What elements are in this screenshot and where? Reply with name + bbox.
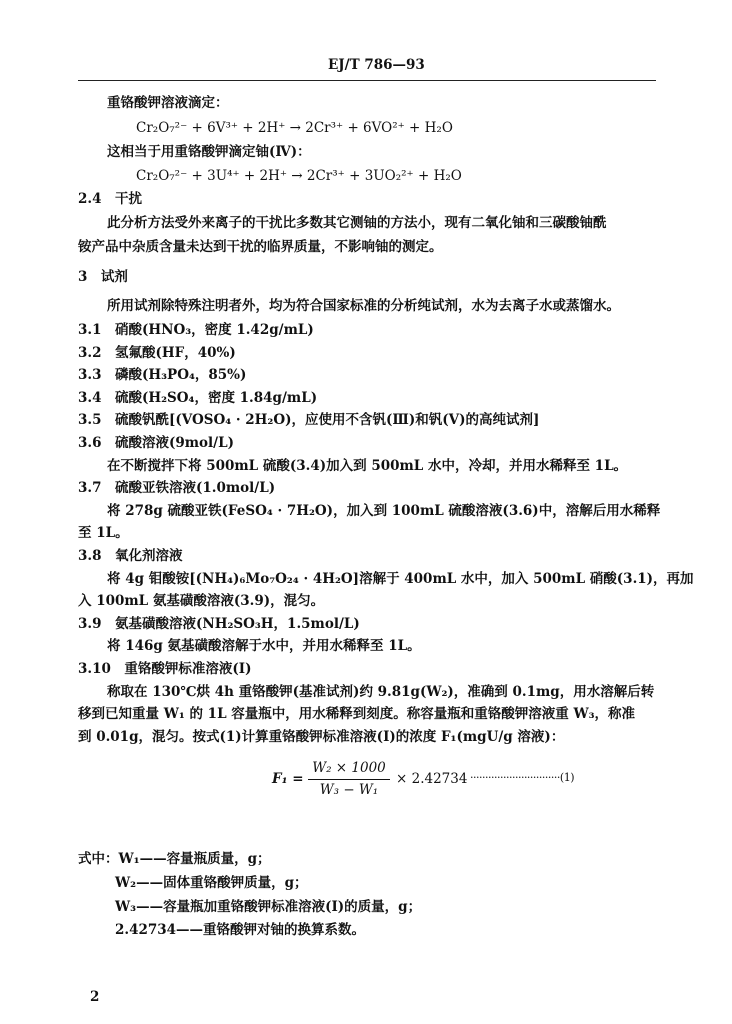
reagent-3-6: 3.6 硫酸溶液(9mol/L) [78, 435, 234, 451]
text-line: 将 4g 钼酸铵[(NH₄)₆Mo₇O₂₄ · 4H₂O]溶解于 400mL 水中，加入 500mL 硝酸(3.1)，再加 [107, 571, 694, 587]
reagent-3-4: 3.4 硫酸(H₂SO₄，密度 1.84g/mL) [78, 390, 318, 406]
legend-line: 式中：W₁——容量瓶质量，g； [78, 851, 271, 867]
section-heading-3: 3 试剂 [78, 269, 128, 285]
header-rule [78, 80, 656, 81]
formula-lhs: F₁ = [272, 771, 304, 787]
reagent-3-8: 3.8 氧化剂溶液 [78, 548, 183, 564]
fraction-bar [308, 779, 390, 780]
reagent-3-3: 3.3 磷酸(H₃PO₄，85%) [78, 367, 247, 383]
reagent-3-2: 3.2 氢氟酸(HF，40%) [78, 345, 236, 361]
text-line: 重铬酸钾溶液滴定： [107, 95, 229, 111]
text-line: 入 100mL 氨基磺酸溶液(3.9)，混匀。 [78, 593, 325, 609]
text-line: 称取在 130℃烘 4h 重铬酸钾(基准试剂)约 9.81g(W₂)，准确到 0.1mg，用水溶解后转 [107, 684, 655, 700]
text-line: 此分析方法受外来离子的干扰比多数其它测铀的方法小，现有二氧化铀和三碳酸铀酰 [107, 215, 607, 231]
formula-numerator: W₂ × 1000 [312, 760, 386, 776]
reagent-3-9: 3.9 氨基磺酸溶液(NH₂SO₃H，1.5mol/L) [78, 616, 360, 632]
text-line: 在不断搅拌下将 500mL 硫酸(3.4)加入到 500mL 水中，冷却，并用水稀释至 1L。 [107, 458, 628, 474]
legend-line: W₃——容量瓶加重铬酸钾标准溶液(Ⅰ)的质量，g； [115, 899, 422, 915]
legend-line: 2.42734——重铬酸钾对铀的换算系数。 [115, 922, 366, 938]
text-line: 将 146g 氨基磺酸溶解于水中，并用水稀释至 1L。 [107, 638, 421, 654]
reagent-3-7: 3.7 硫酸亚铁溶液(1.0mol/L) [78, 480, 276, 496]
text-line: 至 1L。 [78, 525, 129, 541]
document-code: EJ/T 786—93 [328, 57, 425, 73]
section-heading-2-4: 2.4 干扰 [78, 191, 142, 207]
reagent-3-10: 3.10 重铬酸钾标准溶液(Ⅰ) [78, 661, 252, 677]
reagent-3-5: 3.5 硫酸钒酰[(VOSO₄ · 2H₂O)，应使用不含钒(Ⅲ)和钒(Ⅴ)的高纯试剂] [78, 412, 540, 428]
text-line: 铵产品中杂质含量未达到干扰的临界质量，不影响铀的测定。 [78, 239, 443, 255]
equation-vanadium: Cr₂O₇²⁻ + 6V³⁺ + 2H⁺ → 2Cr³⁺ + 6VO²⁺ + H₂O [136, 120, 453, 136]
legend-line: W₂——固体重铬酸钾质量，g； [115, 875, 308, 891]
reagent-3-1: 3.1 硝酸(HNO₃，密度 1.42g/mL) [78, 322, 314, 338]
text-line: 这相当于用重铬酸钾滴定铀(Ⅳ)： [107, 144, 311, 160]
formula-factor: × 2.42734 [396, 771, 468, 787]
page-number: 2 [90, 989, 100, 1005]
formula-denominator: W₃ − W₁ [319, 782, 379, 798]
text-line: 移到已知重量 W₁ 的 1L 容量瓶中，用水稀释到刻度。称容量瓶和重铬酸钾溶液重 W₃，称准 [78, 706, 636, 722]
formula-number: ······························(1) [470, 771, 574, 784]
text-line: 所用试剂除特殊注明者外，均为符合国家标准的分析纯试剂，水为去离子水或蒸馏水。 [107, 298, 620, 314]
text-line: 将 278g 硫酸亚铁(FeSO₄ · 7H₂O)，加入到 100mL 硫酸溶液(3.6)中，溶解后用水稀释 [107, 503, 661, 519]
equation-uranium: Cr₂O₇²⁻ + 3U⁴⁺ + 2H⁺ → 2Cr³⁺ + 3UO₂²⁺ + H₂O [136, 168, 462, 184]
text-line: 到 0.01g，混匀。按式(1)计算重铬酸钾标准溶液(Ⅰ)的浓度 F₁(mgU/g 溶液)： [78, 729, 565, 745]
